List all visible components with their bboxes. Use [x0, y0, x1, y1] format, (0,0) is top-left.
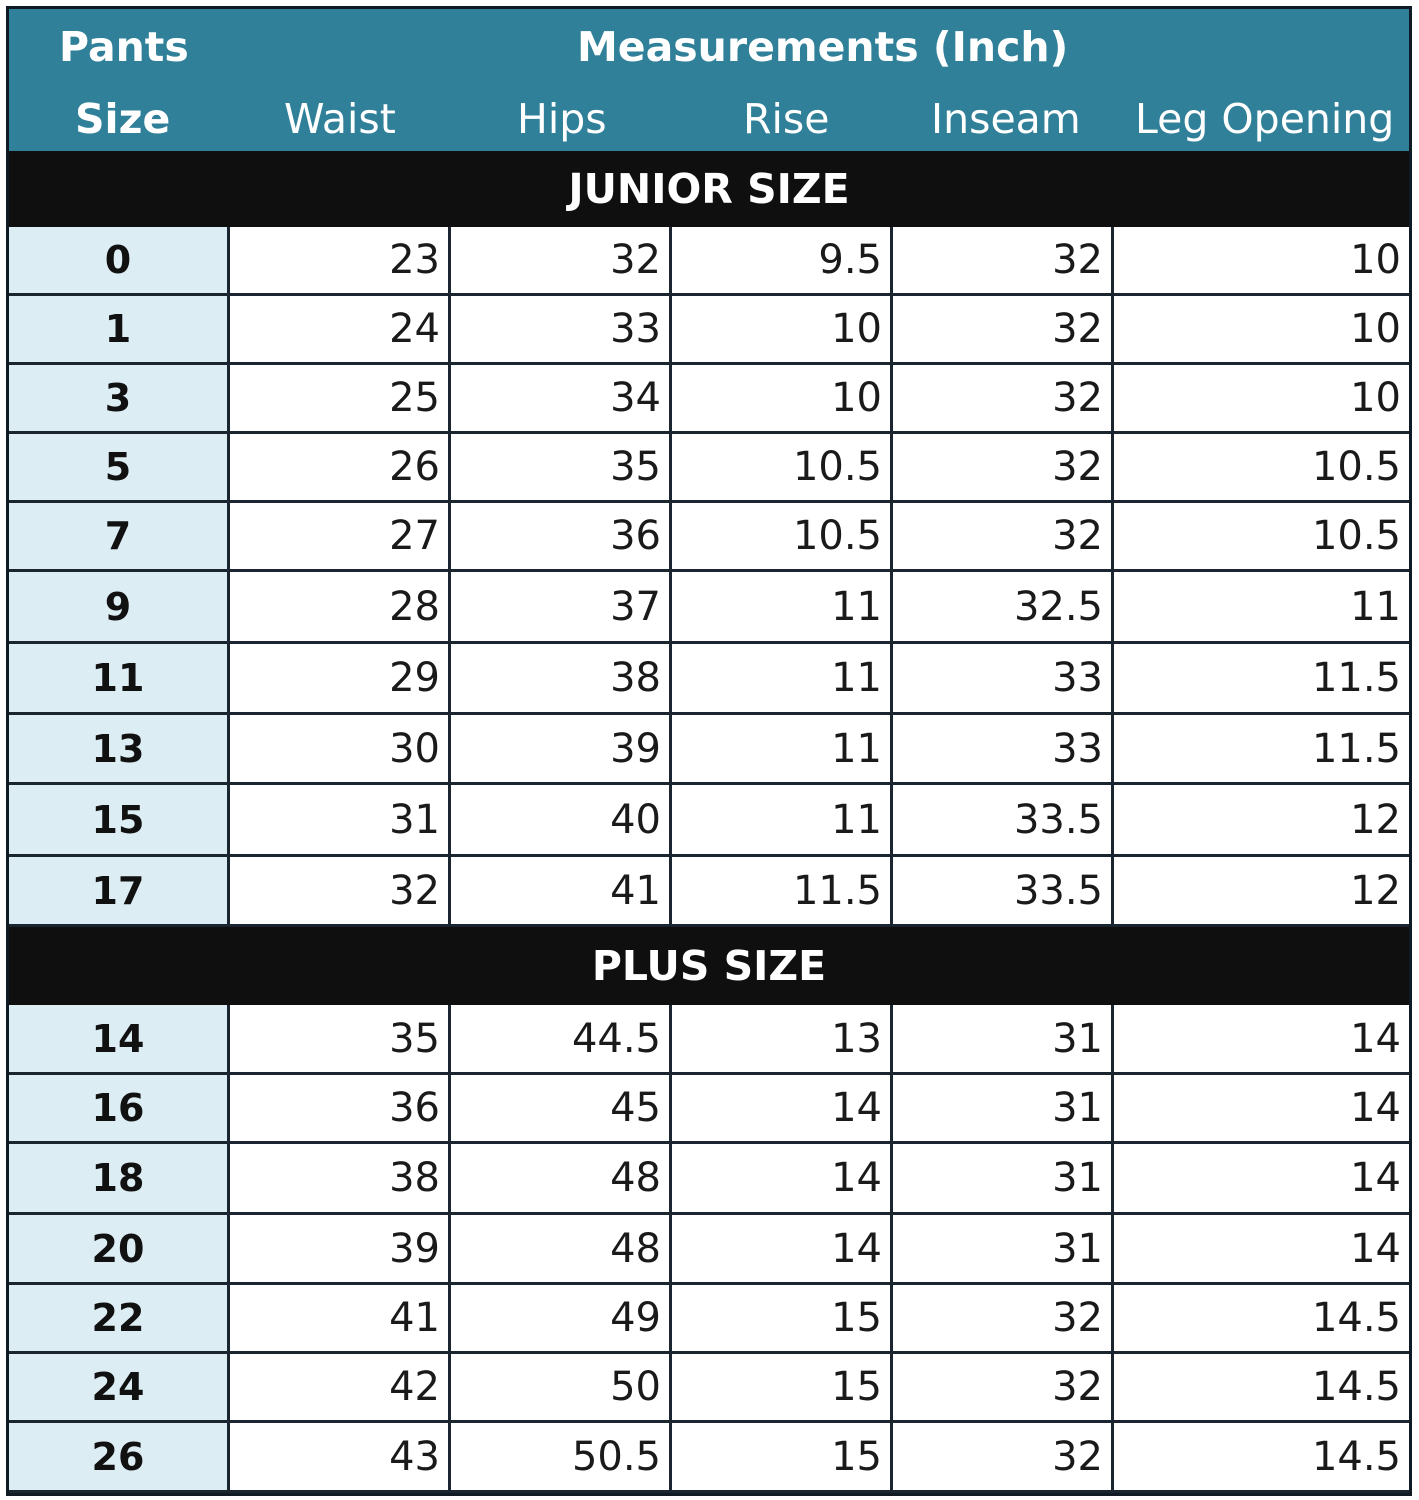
hips-cell: 38	[451, 644, 672, 715]
hips-cell: 49	[451, 1285, 672, 1354]
leg-opening-cell: 14	[1114, 1215, 1409, 1285]
size-cell: 20	[9, 1215, 230, 1285]
measurements-title: Measurements (Inch)	[577, 23, 1069, 71]
inseam-cell: 32	[893, 227, 1114, 296]
rise-cell: 15	[672, 1423, 893, 1493]
size-chart-table	[6, 6, 1412, 1496]
table-row	[9, 365, 1409, 434]
size-cell: 18	[9, 1144, 230, 1215]
waist-cell: 24	[230, 296, 451, 365]
table-row	[9, 644, 1409, 715]
rise-cell: 11.5	[672, 857, 893, 927]
size-header-line2: Size	[75, 95, 171, 143]
table-row	[9, 857, 1409, 927]
inseam-cell: 31	[893, 1005, 1114, 1075]
rise-cell: 10.5	[672, 434, 893, 503]
leg-opening-cell: 10	[1114, 227, 1409, 296]
leg-opening-cell: 10	[1114, 296, 1409, 365]
column-header-rise: Rise	[743, 95, 830, 143]
leg-opening-cell: 14.5	[1114, 1285, 1409, 1354]
inseam-cell: 32	[893, 1423, 1114, 1493]
table-row	[9, 1215, 1409, 1285]
leg-opening-cell: 12	[1114, 857, 1409, 927]
rise-cell: 13	[672, 1005, 893, 1075]
section-band-junior: JUNIOR SIZE	[9, 151, 1409, 227]
table-row	[9, 1423, 1409, 1493]
table-row	[9, 503, 1409, 572]
table-row	[9, 1144, 1409, 1215]
leg-opening-cell: 14	[1114, 1075, 1409, 1144]
leg-opening-cell: 11.5	[1114, 715, 1409, 785]
waist-cell: 31	[230, 785, 451, 857]
size-cell: 5	[9, 434, 230, 503]
leg-opening-cell: 10.5	[1114, 434, 1409, 503]
table-header	[9, 9, 1409, 151]
column-header-waist: Waist	[284, 95, 396, 143]
hips-cell: 45	[451, 1075, 672, 1144]
column-header-hips: Hips	[517, 95, 607, 143]
rise-cell: 10	[672, 296, 893, 365]
leg-opening-cell: 11	[1114, 572, 1409, 644]
size-cell: 17	[9, 857, 230, 927]
rise-cell: 14	[672, 1144, 893, 1215]
size-cell: 14	[9, 1005, 230, 1075]
rise-cell: 11	[672, 572, 893, 644]
size-cell: 15	[9, 785, 230, 857]
waist-cell: 39	[230, 1215, 451, 1285]
table-row	[9, 715, 1409, 785]
table-row	[9, 1005, 1409, 1075]
column-header-leg-opening: Leg Opening	[1135, 95, 1395, 143]
table-row	[9, 572, 1409, 644]
rise-cell: 10.5	[672, 503, 893, 572]
waist-cell: 25	[230, 365, 451, 434]
leg-opening-cell: 10.5	[1114, 503, 1409, 572]
waist-cell: 41	[230, 1285, 451, 1354]
leg-opening-cell: 12	[1114, 785, 1409, 857]
waist-cell: 43	[230, 1423, 451, 1493]
rise-cell: 11	[672, 785, 893, 857]
leg-opening-cell: 14	[1114, 1005, 1409, 1075]
size-cell: 13	[9, 715, 230, 785]
waist-cell: 30	[230, 715, 451, 785]
hips-cell: 39	[451, 715, 672, 785]
size-cell: 0	[9, 227, 230, 296]
rise-cell: 14	[672, 1215, 893, 1285]
size-cell: 16	[9, 1075, 230, 1144]
table-row	[9, 227, 1409, 296]
size-cell: 3	[9, 365, 230, 434]
waist-cell: 32	[230, 857, 451, 927]
table-row	[9, 1354, 1409, 1423]
inseam-cell: 32	[893, 1285, 1114, 1354]
size-cell: 22	[9, 1285, 230, 1354]
leg-opening-cell: 10	[1114, 365, 1409, 434]
hips-cell: 36	[451, 503, 672, 572]
hips-cell: 32	[451, 227, 672, 296]
inseam-cell: 33.5	[893, 857, 1114, 927]
inseam-cell: 32	[893, 1354, 1114, 1423]
waist-cell: 35	[230, 1005, 451, 1075]
inseam-cell: 32	[893, 434, 1114, 503]
rise-cell: 15	[672, 1354, 893, 1423]
size-cell: 9	[9, 572, 230, 644]
inseam-cell: 33.5	[893, 785, 1114, 857]
hips-cell: 37	[451, 572, 672, 644]
size-cell: 7	[9, 503, 230, 572]
rise-cell: 11	[672, 715, 893, 785]
hips-cell: 33	[451, 296, 672, 365]
size-cell: 1	[9, 296, 230, 365]
rise-cell: 10	[672, 365, 893, 434]
size-cell: 11	[9, 644, 230, 715]
waist-cell: 42	[230, 1354, 451, 1423]
hips-cell: 50	[451, 1354, 672, 1423]
section-band-plus: PLUS SIZE	[9, 927, 1409, 1005]
waist-cell: 26	[230, 434, 451, 503]
hips-cell: 48	[451, 1144, 672, 1215]
hips-cell: 41	[451, 857, 672, 927]
inseam-cell: 31	[893, 1144, 1114, 1215]
waist-cell: 29	[230, 644, 451, 715]
rise-cell: 14	[672, 1075, 893, 1144]
leg-opening-cell: 14.5	[1114, 1354, 1409, 1423]
leg-opening-cell: 14	[1114, 1144, 1409, 1215]
inseam-cell: 32	[893, 365, 1114, 434]
waist-cell: 27	[230, 503, 451, 572]
waist-cell: 36	[230, 1075, 451, 1144]
size-cell: 26	[9, 1423, 230, 1493]
rise-cell: 11	[672, 644, 893, 715]
size-header-line1: Pants	[59, 23, 189, 71]
inseam-cell: 33	[893, 644, 1114, 715]
hips-cell: 35	[451, 434, 672, 503]
hips-cell: 44.5	[451, 1005, 672, 1075]
column-header-inseam: Inseam	[931, 95, 1081, 143]
leg-opening-cell: 14.5	[1114, 1423, 1409, 1493]
hips-cell: 34	[451, 365, 672, 434]
table-row	[9, 785, 1409, 857]
inseam-cell: 32	[893, 503, 1114, 572]
inseam-cell: 31	[893, 1215, 1114, 1285]
waist-cell: 28	[230, 572, 451, 644]
waist-cell: 23	[230, 227, 451, 296]
inseam-cell: 31	[893, 1075, 1114, 1144]
leg-opening-cell: 11.5	[1114, 644, 1409, 715]
table-row	[9, 296, 1409, 365]
inseam-cell: 33	[893, 715, 1114, 785]
inseam-cell: 32	[893, 296, 1114, 365]
table-row	[9, 434, 1409, 503]
table-row	[9, 1075, 1409, 1144]
rise-cell: 15	[672, 1285, 893, 1354]
hips-cell: 40	[451, 785, 672, 857]
hips-cell: 48	[451, 1215, 672, 1285]
rise-cell: 9.5	[672, 227, 893, 296]
table-row	[9, 1285, 1409, 1354]
hips-cell: 50.5	[451, 1423, 672, 1493]
size-cell: 24	[9, 1354, 230, 1423]
waist-cell: 38	[230, 1144, 451, 1215]
inseam-cell: 32.5	[893, 572, 1114, 644]
